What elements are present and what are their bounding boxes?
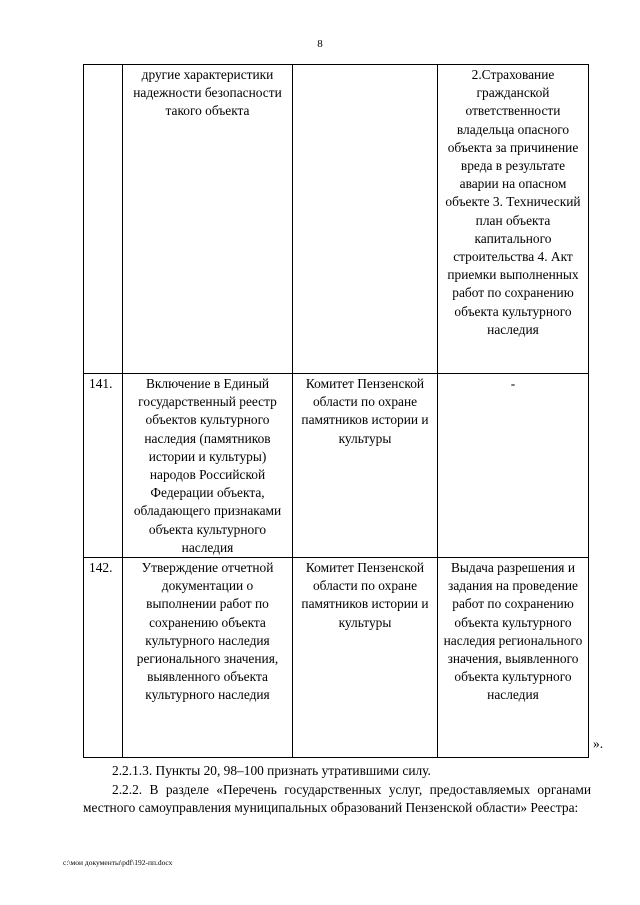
row-number: 141. <box>84 374 123 558</box>
service-name: другие характеристики надежности безопасности такого объекта <box>123 65 293 374</box>
table-row <box>84 65 589 374</box>
row-number: 142. <box>84 558 123 758</box>
required-documents: Выдача разрешения и задания на проведение работ по сохранению объекта культурного наследия регионального значения, выявленного объекта культурного наследия <box>438 558 589 758</box>
table-row <box>84 558 589 758</box>
required-documents: 2.Страхование гражданской ответственности владельца опасного объекта за причинение вреда в результате аварии на опасном объекте 3. Технический план объекта капитального строительства 4. Акт приемки выполненных работ по сохранению объекта культурного наследия <box>438 65 589 374</box>
table-row <box>84 374 589 558</box>
footer-file-path: c:\мои документы\pdf\192-пп.docx <box>63 858 173 867</box>
paragraph-2-2-2: 2.2.2. В разделе «Перечень государственных услуг, предоставляемых органами местного самоуправления муниципальных образований Пензенской области» Реестра: <box>83 782 591 816</box>
responsible-organ <box>293 65 438 374</box>
closing-quote: ». <box>593 736 604 751</box>
responsible-organ: Комитет Пензенской области по охране памятников истории и культуры <box>293 558 438 758</box>
required-documents: - <box>438 374 589 558</box>
responsible-organ: Комитет Пензенской области по охране памятников истории и культуры <box>293 374 438 558</box>
registry-table <box>83 64 589 758</box>
service-name: Утверждение отчетной документации о выполнении работ по сохранению объекта культурного наследия регионального значения, выявленного объекта культурного наследия <box>123 558 293 758</box>
page-number: 8 <box>317 38 323 50</box>
row-number <box>84 65 123 374</box>
paragraph-2-2-1-3: 2.2.1.3. Пункты 20, 98–100 признать утратившими силу. <box>112 763 431 778</box>
service-name: Включение в Единый государственный реестр объектов культурного наследия (памятников истории и культуры) народов Российской Федерации объекта, обладающего признаками объекта культурного наследия <box>123 374 293 558</box>
